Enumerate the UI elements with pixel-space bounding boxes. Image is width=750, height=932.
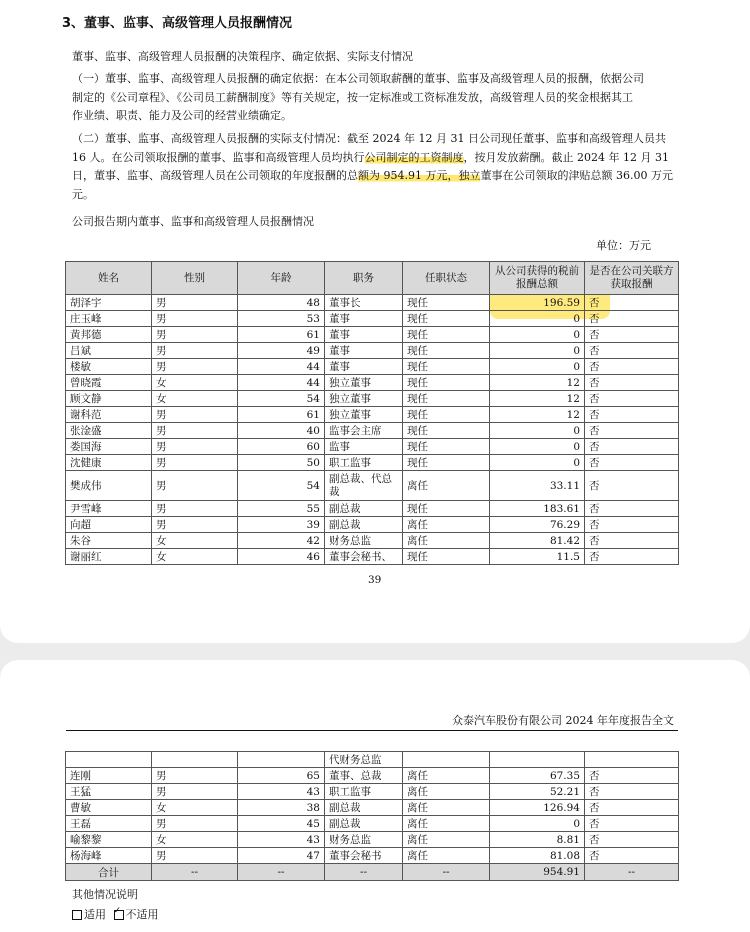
- table-row: [66, 517, 679, 533]
- cell-name: 向超: [66, 517, 152, 533]
- table-row-continued: [66, 752, 679, 768]
- cell-age: 39: [238, 517, 325, 533]
- cell-pay: 0: [490, 311, 585, 327]
- cell-position: 监事会主席: [325, 423, 403, 439]
- cell-related-pay: 否: [585, 391, 679, 407]
- cell-related-pay: 否: [585, 455, 679, 471]
- cell-age: 44: [238, 359, 325, 375]
- table-row: [66, 343, 679, 359]
- checkbox-applicable[interactable]: [72, 910, 82, 920]
- cell-position: 副总裁: [325, 800, 403, 816]
- cell-pay: 81.42: [490, 533, 585, 549]
- cell-pay: 0: [490, 327, 585, 343]
- cell-pay: 8.81: [490, 832, 585, 848]
- paragraph-payment-line: 日，董事、监事、高级管理人员在公司领取的年度报酬的总额为 954.91 万元，独立董事在公司领取的津贴总额 36.00 万元: [72, 169, 673, 182]
- table-row: [66, 359, 679, 375]
- table-row: [66, 832, 679, 848]
- cell-position: 董事会秘书: [325, 848, 403, 864]
- cell-gender: 女: [152, 375, 238, 391]
- cell-gender: 男: [152, 517, 238, 533]
- cell-age: 61: [238, 327, 325, 343]
- cell-age: 54: [238, 391, 325, 407]
- paragraph-basis-line: 制定的《公司章程》、《公司员工薪酬制度》等有关规定，按一定标准或工资标准发放，高级管理人员的奖金根据其工: [72, 90, 633, 104]
- cell-status: 现任: [403, 455, 490, 471]
- table-total-row: [66, 864, 679, 881]
- report-page-40: [0, 660, 750, 932]
- header-gender: 性别: [152, 262, 238, 295]
- cell-status: 离任: [403, 768, 490, 784]
- cell-age: 44: [238, 375, 325, 391]
- cell-related-pay: 否: [585, 832, 679, 848]
- cell-gender: 男: [152, 359, 238, 375]
- cell-name: [66, 752, 152, 768]
- cell-status: --: [403, 864, 490, 881]
- cell-position: 独立董事: [325, 407, 403, 423]
- cell-position: 董事: [325, 343, 403, 359]
- page-header: 众泰汽车股份有限公司 2024 年年度报告全文: [452, 714, 674, 727]
- cell-gender: 男: [152, 784, 238, 800]
- cell-related-pay: 否: [585, 768, 679, 784]
- cell-gender: 男: [152, 848, 238, 864]
- cell-age: 46: [238, 549, 325, 565]
- cell-name: 沈健康: [66, 455, 152, 471]
- cell-position: 职工监事: [325, 455, 403, 471]
- header-position: 职务: [325, 262, 403, 295]
- highlighted-text: 公司制定的工资制度: [364, 150, 464, 164]
- cell-pay: 0: [490, 359, 585, 375]
- cell-name: 樊成伟: [66, 471, 152, 501]
- cell-related-pay: 否: [585, 800, 679, 816]
- cell-position: 董事会秘书、: [325, 549, 403, 565]
- cell-pay: 12: [490, 407, 585, 423]
- cell-status: 现任: [403, 423, 490, 439]
- table-row: [66, 848, 679, 864]
- applicability-options: 适用 ✓ 不适用: [72, 906, 159, 922]
- cell-position: 董事: [325, 359, 403, 375]
- cell-age: 55: [238, 501, 325, 517]
- compensation-table: [65, 261, 679, 565]
- table-row: [66, 455, 679, 471]
- cell-pay: 0: [490, 343, 585, 359]
- cell-status: 现任: [403, 375, 490, 391]
- cell-name: 黄邦德: [66, 327, 152, 343]
- cell-position: 监事: [325, 439, 403, 455]
- cell-position: 副总裁: [325, 517, 403, 533]
- cell-status: 现任: [403, 343, 490, 359]
- cell-age: 53: [238, 311, 325, 327]
- cell-gender: [152, 752, 238, 768]
- table-row: [66, 295, 679, 311]
- table-row: [66, 533, 679, 549]
- highlighted-text: 额为 954.91 万元，独立: [358, 169, 481, 182]
- cell-position: 副总裁: [325, 501, 403, 517]
- cell-related-pay: 否: [585, 423, 679, 439]
- cell-gender: 女: [152, 533, 238, 549]
- cell-name: 胡泽宇: [66, 295, 152, 311]
- paragraph-payment-line: 16 人。在公司领取报酬的董事、监事和高级管理人员均执行公司制定的工资制度，按月发放薪酬。截止 2024 年 12 月 31: [72, 150, 669, 164]
- cell-status: 离任: [403, 832, 490, 848]
- cell-status: 现任: [403, 311, 490, 327]
- table-row: [66, 800, 679, 816]
- cell-gender: 男: [152, 439, 238, 455]
- cell-name: 合计: [66, 864, 152, 881]
- cell-pay: 126.94: [490, 800, 585, 816]
- cell-pay: [490, 752, 585, 768]
- table-caption: 公司报告期内董事、监事和高级管理人员报酬情况: [72, 215, 314, 228]
- cell-status: 离任: [403, 848, 490, 864]
- cell-related-pay: 否: [585, 533, 679, 549]
- cell-related-pay: --: [585, 864, 679, 881]
- cell-related-pay: 否: [585, 471, 679, 501]
- cell-pay: 0: [490, 816, 585, 832]
- cell-related-pay: [585, 752, 679, 768]
- cell-pay: 954.91: [490, 864, 585, 881]
- table-row: [66, 311, 679, 327]
- cell-gender: 男: [152, 471, 238, 501]
- cell-age: 54: [238, 471, 325, 501]
- cell-position: 独立董事: [325, 375, 403, 391]
- cell-related-pay: 否: [585, 848, 679, 864]
- cell-name: 谢科范: [66, 407, 152, 423]
- cell-related-pay: 否: [585, 549, 679, 565]
- cell-related-pay: 否: [585, 375, 679, 391]
- cell-related-pay: 否: [585, 359, 679, 375]
- cell-gender: 男: [152, 327, 238, 343]
- table-row: [66, 471, 679, 501]
- table-row: [66, 391, 679, 407]
- page-number: 39: [368, 574, 382, 586]
- cell-position: --: [325, 864, 403, 881]
- unit-label: 单位：万元: [596, 239, 651, 252]
- cell-age: 47: [238, 848, 325, 864]
- table-row: [66, 784, 679, 800]
- cell-pay: 52.21: [490, 784, 585, 800]
- cell-name: 谢丽红: [66, 549, 152, 565]
- cell-pay: 76.29: [490, 517, 585, 533]
- intro-text: 董事、监事、高级管理人员报酬的决策程序、确定依据、实际支付情况: [72, 50, 413, 63]
- table-row: [66, 816, 679, 832]
- table-row: [66, 423, 679, 439]
- cell-status: 离任: [403, 471, 490, 501]
- cell-related-pay: 否: [585, 311, 679, 327]
- cell-name: 庄玉峰: [66, 311, 152, 327]
- paragraph-payment: [72, 130, 682, 204]
- cell-gender: 女: [152, 549, 238, 565]
- cell-position: 代财务总监: [325, 752, 403, 768]
- cell-age: 43: [238, 832, 325, 848]
- table-row: [66, 768, 679, 784]
- cell-status: 现任: [403, 327, 490, 343]
- cell-gender: --: [152, 864, 238, 881]
- cell-age: --: [238, 864, 325, 881]
- cell-status: 离任: [403, 784, 490, 800]
- cell-name: 曾晓霞: [66, 375, 152, 391]
- table-row: [66, 327, 679, 343]
- paragraph-payment-line: 元。: [72, 187, 94, 201]
- cell-related-pay: 否: [585, 816, 679, 832]
- cell-name: 楼敏: [66, 359, 152, 375]
- header-age: 年龄: [238, 262, 325, 295]
- cell-pay: 33.11: [490, 471, 585, 501]
- cell-gender: 男: [152, 343, 238, 359]
- cell-age: 45: [238, 816, 325, 832]
- cell-gender: 男: [152, 816, 238, 832]
- cell-related-pay: 否: [585, 295, 679, 311]
- cell-gender: 女: [152, 832, 238, 848]
- cell-related-pay: 否: [585, 407, 679, 423]
- header-rule: [66, 730, 678, 731]
- cell-gender: 男: [152, 311, 238, 327]
- table-row: [66, 375, 679, 391]
- table-row: [66, 439, 679, 455]
- cell-name: 曹敏: [66, 800, 152, 816]
- header-status: 任职状态: [403, 262, 490, 295]
- cell-name: 娄国海: [66, 439, 152, 455]
- cell-position: 财务总监: [325, 533, 403, 549]
- cell-status: 现任: [403, 407, 490, 423]
- cell-age: 49: [238, 343, 325, 359]
- paragraph-basis-line: （一）董事、监事、高级管理人员报酬的确定依据：在本公司领取薪酬的董事、监事及高级管理人员的报酬，依据公司: [72, 72, 644, 85]
- cell-pay: 67.35: [490, 768, 585, 784]
- cell-position: 副总裁、代总裁: [325, 471, 403, 501]
- cell-gender: 男: [152, 295, 238, 311]
- cell-status: 现任: [403, 359, 490, 375]
- cell-status: 现任: [403, 391, 490, 407]
- cell-position: 财务总监: [325, 832, 403, 848]
- paragraph-basis-line: 作业绩、职责、能力及公司的经营业绩确定。: [72, 109, 292, 122]
- paragraph-payment-line: （二）董事、监事、高级管理人员报酬的实际支付情况：截至 2024 年 12 月 31 日公司现任董事、监事和高级管理人员共: [72, 132, 666, 145]
- checkbox-not-applicable[interactable]: [114, 910, 124, 920]
- cell-status: 现任: [403, 549, 490, 565]
- cell-status: [403, 752, 490, 768]
- cell-related-pay: 否: [585, 517, 679, 533]
- cell-name: 吕斌: [66, 343, 152, 359]
- cell-age: 65: [238, 768, 325, 784]
- cell-age: 61: [238, 407, 325, 423]
- other-info-title: 其他情况说明: [72, 888, 138, 901]
- cell-status: 离任: [403, 816, 490, 832]
- table-row: [66, 407, 679, 423]
- paragraph-basis: [72, 70, 682, 126]
- header-pay-total: 从公司获得的税前报酬总额: [490, 262, 585, 295]
- cell-gender: 女: [152, 800, 238, 816]
- cell-pay: 0: [490, 423, 585, 439]
- cell-related-pay: 否: [585, 784, 679, 800]
- cell-pay: 11.5: [490, 549, 585, 565]
- cell-pay: 0: [490, 455, 585, 471]
- cell-name: 连刚: [66, 768, 152, 784]
- cell-age: 50: [238, 455, 325, 471]
- table-header-row: [66, 262, 679, 295]
- cell-status: 现任: [403, 501, 490, 517]
- cell-age: 42: [238, 533, 325, 549]
- cell-gender: 男: [152, 501, 238, 517]
- cell-status: 离任: [403, 517, 490, 533]
- cell-gender: 女: [152, 391, 238, 407]
- cell-status: 离任: [403, 533, 490, 549]
- cell-age: 60: [238, 439, 325, 455]
- cell-position: 董事: [325, 327, 403, 343]
- cell-pay: 12: [490, 391, 585, 407]
- cell-position: 独立董事: [325, 391, 403, 407]
- cell-status: 现任: [403, 295, 490, 311]
- cell-status: 现任: [403, 439, 490, 455]
- cell-gender: 男: [152, 455, 238, 471]
- cell-pay: 0: [490, 439, 585, 455]
- cell-age: 38: [238, 800, 325, 816]
- cell-name: 王猛: [66, 784, 152, 800]
- table-row: [66, 501, 679, 517]
- cell-age: 43: [238, 784, 325, 800]
- cell-name: 杨海峰: [66, 848, 152, 864]
- cell-pay: 183.61: [490, 501, 585, 517]
- cell-position: 副总裁: [325, 816, 403, 832]
- cell-status: 离任: [403, 800, 490, 816]
- table-row: [66, 549, 679, 565]
- cell-name: 张淦盛: [66, 423, 152, 439]
- cell-name: 顾文静: [66, 391, 152, 407]
- cell-gender: 男: [152, 423, 238, 439]
- cell-related-pay: 否: [585, 343, 679, 359]
- cell-position: 董事长: [325, 295, 403, 311]
- cell-name: 朱谷: [66, 533, 152, 549]
- cell-gender: 男: [152, 768, 238, 784]
- cell-pay: 12: [490, 375, 585, 391]
- cell-position: 职工监事: [325, 784, 403, 800]
- cell-name: 喻黎黎: [66, 832, 152, 848]
- header-related-pay: 是否在公司关联方获取报酬: [585, 262, 679, 295]
- cell-position: 董事、总裁: [325, 768, 403, 784]
- cell-age: 40: [238, 423, 325, 439]
- cell-age: 48: [238, 295, 325, 311]
- cell-age: [238, 752, 325, 768]
- section-title: 3、董事、监事、高级管理人员报酬情况: [62, 16, 293, 31]
- cell-gender: 男: [152, 407, 238, 423]
- cell-position: 董事: [325, 311, 403, 327]
- cell-pay: 81.08: [490, 848, 585, 864]
- cell-related-pay: 否: [585, 327, 679, 343]
- cell-pay: 196.59: [490, 295, 585, 311]
- cell-name: 尹雪峰: [66, 501, 152, 517]
- cell-related-pay: 否: [585, 439, 679, 455]
- cell-name: 王磊: [66, 816, 152, 832]
- compensation-table-continued: [65, 751, 679, 881]
- header-name: 姓名: [66, 262, 152, 295]
- cell-related-pay: 否: [585, 501, 679, 517]
